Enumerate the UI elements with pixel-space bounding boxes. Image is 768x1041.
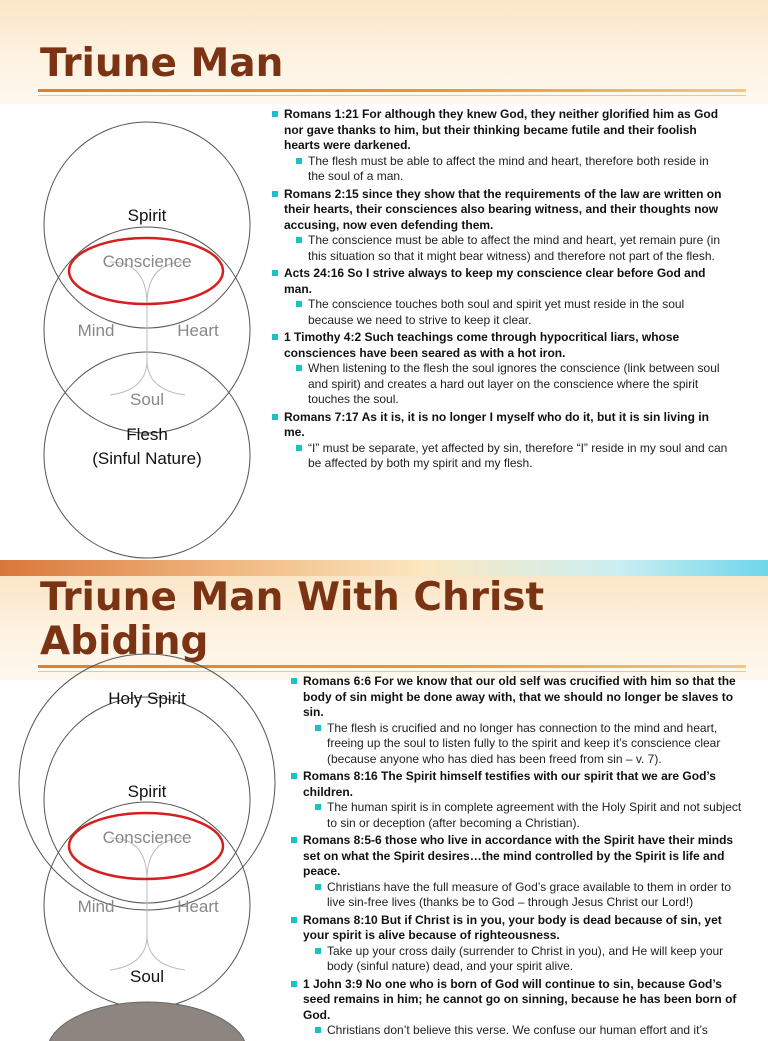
bullet-text: Romans 8:10 But if Christ is in you, your body is dead because of sin, yet your spirit is alive because of righteousness. — [303, 912, 722, 942]
crucified-flesh-circle — [47, 1002, 247, 1041]
title-underline — [38, 665, 746, 668]
bullet-text: 1 John 3:9 No one who is born of God will continue to sin, because God’s seed remains in him; he cannot go on sinning, because he has been born of God. — [303, 976, 737, 1022]
bullet-item — [289, 674, 749, 769]
bullet-item — [289, 769, 749, 833]
flesh-label: Flesh — [126, 425, 168, 444]
title-line-1: Triune Man With Christ — [40, 575, 545, 620]
bullet-text: 1 Timothy 4:2 Such teachings come through hypocritical liars, whose consciences have been seared as with a hot iron. — [284, 330, 680, 360]
bullet-text: Acts 24:16 So I strive always to keep my conscience clear before God and man. — [284, 266, 706, 296]
sub-bullet: The conscience must be able to affect the mind and heart, yet remain pure (in this situation so that it might bear witness) and therefore not part of the flesh. — [284, 233, 728, 264]
slide-title — [40, 576, 544, 664]
sub-bullet: The human spirit is in complete agreement with the Holy Spirit and not subject to sin or deception (after becoming a Christian). — [303, 800, 749, 831]
triune-man-diagram — [0, 104, 262, 560]
bullet-item — [270, 266, 728, 330]
sub-bullet: Christians have the full measure of God’s grace available to them in order to live sin-free lives (thanks be to God – through Jesus Christ our Lord!) — [303, 880, 749, 911]
conscience-label: Conscience — [102, 252, 192, 271]
bullet-text: Romans 8:16 The Spirit himself testifies with our spirit that we are God’s children. — [303, 769, 716, 799]
bullet-item — [270, 330, 728, 410]
bullet-text: Romans 6:6 For we know that our old self was crucified with him so that the body of sin might be done away with, that we should no longer be slaves to sin. — [303, 674, 736, 719]
bullet-text: Romans 1:21 For although they knew God, they neither glorified him as God nor gave thanks to him, but their thinking became futile and their foolish hearts were darkened. — [284, 107, 719, 152]
slide-top-bar — [0, 560, 768, 576]
slide-title: Triune Man — [40, 41, 284, 86]
mind-label: Mind — [77, 897, 115, 916]
soul-label: Soul — [129, 390, 165, 409]
sub-bullet: The conscience touches both soul and spirit yet must reside in the soul because we need to strive to keep it clear. — [284, 297, 728, 328]
scripture-list — [289, 674, 749, 1041]
title-line-2: Abiding — [40, 619, 209, 664]
soul-arc-right — [147, 935, 185, 970]
slide-triune-man-with-christ — [0, 560, 768, 1037]
bullet-text: Romans 7:17 As it is, it is no longer I myself who do it, but it is sin living in me. — [284, 409, 709, 439]
sub-bullet: Take up your cross daily (surrender to Christ in you), and He will keep your body (sinful nature) dead, and your spirit alive. — [303, 944, 749, 975]
sub-bullet: “I” must be separate, yet affected by sin, therefore “I” reside in my soul and can be affected by both my spirit and my flesh. — [284, 441, 728, 472]
sub-bullet: When listening to the flesh the soul ignores the conscience (link between soul and spirit) and creates a hard out layer on the conscience where the spirit touches the soul. — [284, 361, 728, 408]
bullet-text: Romans 8:5-6 those who live in accordance with the Spirit have their minds set on what the Spirit desires…the mind controlled by the Spirit is life and peace. — [303, 833, 734, 878]
soul-label: Soul — [129, 967, 165, 986]
heart-label: Heart — [177, 897, 219, 916]
bullet-item — [289, 833, 749, 913]
bullet-item — [270, 187, 728, 267]
conscience-label: Conscience — [102, 828, 192, 847]
sub-bullet: Christians don’t believe this verse. We confuse our human effort and it’s — [303, 1023, 749, 1039]
bullet-item — [289, 977, 749, 1041]
bullet-item — [270, 410, 728, 474]
spirit-label: Spirit — [127, 782, 167, 801]
scripture-list — [270, 107, 728, 474]
holy-spirit-label: Holy Spirit — [108, 689, 186, 708]
bullet-item — [270, 107, 728, 187]
bullet-text: Romans 2:15 since they show that the requirements of the law are written on their hearts, their consciences also bearing witness, and their thoughts now accusing, now even defending them. — [284, 186, 722, 232]
sub-bullet: The flesh is crucified and no longer has connection to the mind and heart, freeing up the soul to listen fully to the spirit and keep it’s conscience clear (because anyone who has died has been freed from sin – v. 7). — [303, 721, 749, 768]
bullet-item — [289, 913, 749, 977]
title-underline — [38, 89, 746, 92]
flesh-sub-label: (Sinful Nature) — [92, 449, 202, 468]
title-underline-thin — [38, 95, 746, 96]
mind-label: Mind — [77, 321, 115, 340]
soul-arc-left — [110, 935, 147, 970]
heart-label: Heart — [177, 321, 219, 340]
spirit-label: Spirit — [127, 206, 167, 225]
sub-bullet: The flesh must be able to affect the mind and heart, therefore both reside in the soul of a man. — [284, 154, 728, 185]
triune-man-christ-diagram — [0, 672, 290, 1024]
